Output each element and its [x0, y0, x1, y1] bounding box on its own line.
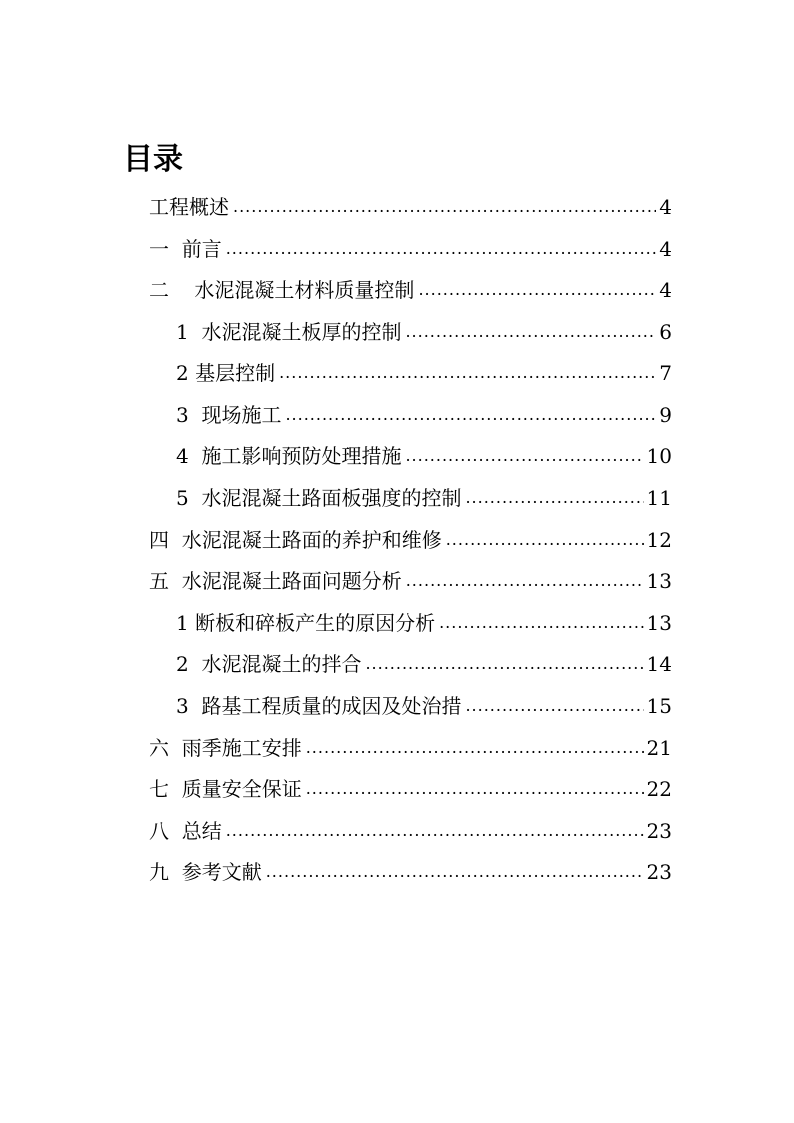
toc-entry-page: 7	[659, 361, 672, 385]
toc-entry-label: 五 水泥混凝土路面问题分析	[149, 569, 402, 593]
toc-entry-label: 工程概述	[149, 195, 229, 219]
toc-entry-label: 六 雨季施工安排	[149, 736, 302, 760]
toc-entry-label: 5 水泥混凝土路面板强度的控制	[176, 486, 462, 510]
toc-entry[interactable]	[176, 679, 672, 719]
toc-entry-page: 14	[646, 652, 672, 676]
toc-entry-label: 2 基层控制	[176, 361, 276, 385]
toc-entry-label: 4 施工影响预防处理措施	[176, 444, 402, 468]
dot-leader	[306, 778, 644, 800]
dot-leader	[233, 196, 656, 218]
toc-entry-label: 2 水泥混凝土的拌合	[176, 652, 362, 676]
toc-entry-label: 3 路基工程质量的成因及处治措	[176, 694, 462, 718]
toc-entry[interactable]	[176, 596, 672, 636]
toc-entry[interactable]	[149, 721, 672, 761]
toc-entry-label: 四 水泥混凝土路面的养护和维修	[149, 528, 442, 552]
dot-leader	[405, 445, 643, 467]
toc-entry[interactable]	[149, 180, 672, 220]
toc-entry-label: 3 现场施工	[176, 403, 282, 427]
dot-leader	[465, 695, 643, 717]
dot-leader	[405, 321, 656, 343]
toc-entry-label: 八 总结	[149, 819, 222, 843]
toc-entry[interactable]	[176, 429, 672, 469]
toc-entry-page: 6	[659, 320, 672, 344]
toc-entry[interactable]	[149, 222, 672, 262]
dot-leader	[406, 570, 644, 592]
dot-leader	[285, 404, 656, 426]
toc-entry-label: 一 前言	[149, 237, 222, 261]
toc-entry[interactable]	[176, 471, 672, 511]
toc-entry-page: 13	[646, 569, 672, 593]
toc-entry[interactable]	[149, 845, 672, 885]
toc-entry-label: 1 水泥混凝土板厚的控制	[176, 320, 402, 344]
dot-leader	[418, 279, 656, 301]
toc-title: 目录	[123, 142, 183, 177]
dot-leader	[465, 487, 643, 509]
toc-entry[interactable]	[149, 513, 672, 553]
toc-entry[interactable]	[176, 305, 672, 345]
dot-leader	[226, 820, 644, 842]
toc-entry-page: 12	[646, 528, 672, 552]
toc-entry-page: 4	[659, 195, 672, 219]
toc-entry-page: 15	[646, 694, 672, 718]
toc-entry-label: 九 参考文献	[149, 860, 262, 884]
toc-entry-label: 1 断板和碎板产生的原因分析	[176, 611, 436, 635]
dot-leader	[279, 362, 656, 384]
toc-entry[interactable]	[149, 263, 672, 303]
toc-entry-page: 23	[646, 860, 672, 884]
toc-entry-label: 二 水泥混凝土材料质量控制	[149, 278, 415, 302]
toc-entry[interactable]	[176, 346, 672, 386]
toc-entry-page: 13	[646, 611, 672, 635]
toc-entry-page: 11	[646, 486, 672, 510]
dot-leader	[266, 861, 644, 883]
toc-entry[interactable]	[149, 762, 672, 802]
toc-entry-page: 21	[646, 736, 672, 760]
toc-entry[interactable]	[149, 554, 672, 594]
dot-leader	[446, 529, 644, 551]
toc-entry-page: 4	[659, 237, 672, 261]
toc-entry[interactable]	[176, 637, 672, 677]
toc-entry-page: 10	[646, 444, 672, 468]
toc-entry-page: 4	[659, 278, 672, 302]
toc-entry-page: 23	[646, 819, 672, 843]
toc-entry-page: 22	[646, 777, 672, 801]
toc-entry-label: 七 质量安全保证	[149, 777, 302, 801]
dot-leader	[439, 612, 643, 634]
dot-leader	[226, 238, 657, 260]
toc-entry[interactable]	[176, 388, 672, 428]
toc-entry[interactable]	[149, 804, 672, 844]
toc-entry-page: 9	[659, 403, 672, 427]
dot-leader	[306, 737, 644, 759]
dot-leader	[365, 653, 643, 675]
